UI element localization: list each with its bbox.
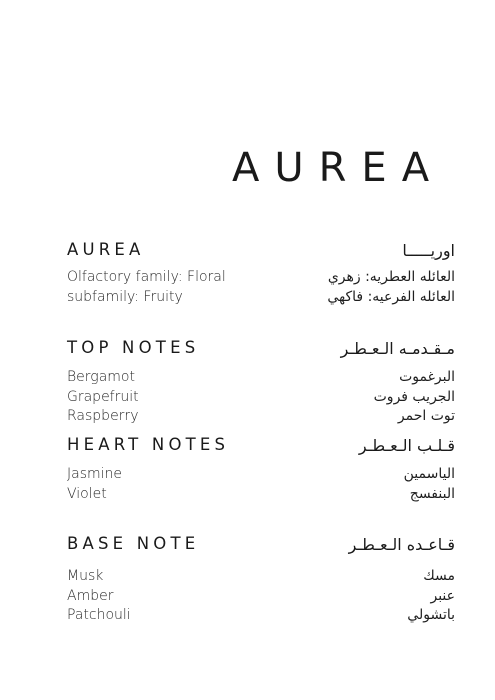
note-row [67,587,455,607]
section-heading-ar: قـلـب الـعـطـر [358,436,455,455]
section-items [67,567,455,626]
note-ar: العائله العطريه: زهري [327,269,455,285]
section-heading-ar: مـقـدمـه الـعـطـر [340,339,455,358]
note-row [67,465,455,485]
note-en: Raspberry [67,408,139,424]
note-row [67,268,455,288]
note-ar: توت احمر [397,408,455,424]
note-en: Grapefruit [67,388,139,405]
note-en: Jasmine [67,466,123,482]
note-row [67,368,455,388]
note-row [67,288,455,308]
note-ar: العائله الفرعيه: فاكهي [327,288,455,305]
note-ar: البرغموت [399,369,455,385]
section-heart-notes [67,435,455,504]
section-heading-row [67,435,455,457]
section-heading-en: TOP NOTES [67,338,200,357]
section-base-note [67,534,455,626]
section-heading-en: BASE NOTE [67,534,200,553]
note-en: Violet [67,485,107,502]
note-en: Musk [67,568,104,584]
note-ar: الجريب فروت [373,388,455,405]
note-ar: عنبر [430,587,455,604]
section-heading-en: HEART NOTES [67,435,230,454]
note-row [67,606,455,626]
section-items [67,368,455,427]
note-en: Amber [67,587,114,604]
note-ar: مسك [423,568,455,584]
note-en: Olfactory family: Floral [67,269,226,285]
section-identity [67,240,455,307]
note-row [67,388,455,408]
section-top-notes [67,338,455,427]
section-heading-en: AUREA [67,240,145,259]
note-ar: البنفسج [409,485,455,502]
section-heading-row [67,338,455,360]
note-row [67,567,455,587]
note-ar: الياسمين [403,466,455,482]
section-heading-ar: اوريـــــا [402,241,455,260]
note-ar: باتشولي [407,607,455,623]
section-items [67,268,455,307]
note-row [67,407,455,427]
brand-title: AUREA [232,145,445,191]
note-en: Bergamot [67,369,135,385]
section-heading-row [67,534,455,556]
section-items [67,465,455,504]
note-en: subfamily: Fruity [67,288,183,305]
section-heading-ar: قـاعـده الـعـطـر [348,535,455,554]
note-en: Patchouli [67,607,131,623]
note-row [67,485,455,505]
section-heading-row [67,240,455,262]
